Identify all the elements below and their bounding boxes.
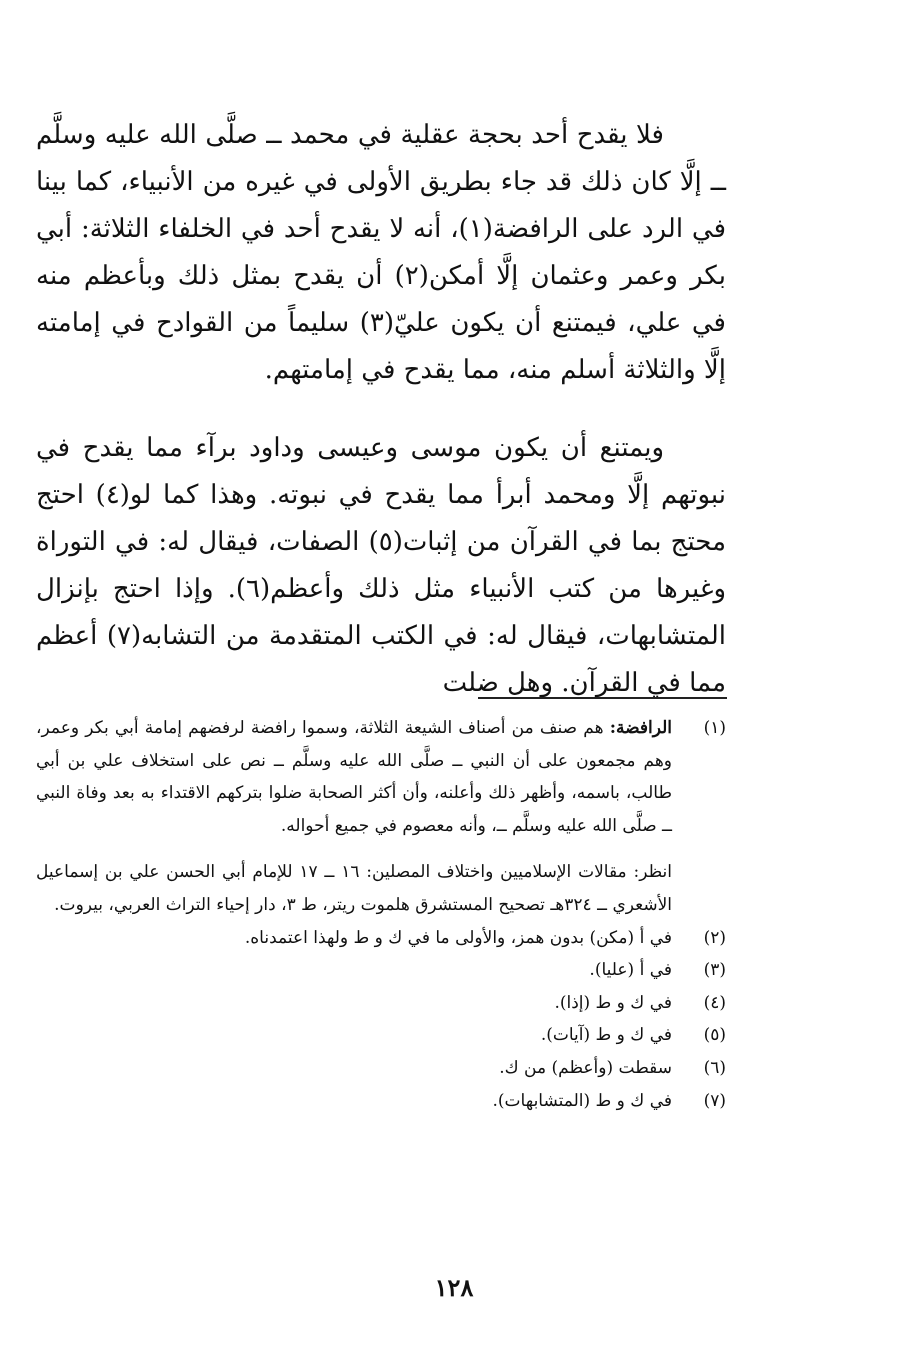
footnote-3	[36, 954, 726, 987]
body-paragraph-1-block	[36, 112, 726, 394]
body-paragraph-2-block	[36, 425, 726, 707]
footnote-number: (١)	[703, 718, 726, 738]
footnote-spacer	[36, 842, 726, 856]
footnote-number: (٢)	[703, 927, 726, 948]
footnote-4	[36, 987, 726, 1020]
footnote-text: في أ (مكن) بدون همز، والأولى ما في ك و ط ولهذا اعتمدناه.	[244, 927, 672, 948]
footnote-number: (٣)	[703, 960, 726, 981]
footnote-number: (٧)	[703, 1090, 726, 1111]
footnote-number: (٦)	[703, 1057, 726, 1078]
page-number: ١٢٨	[434, 1273, 474, 1302]
footnote-reference-text: انظر: مقالات الإسلاميين واختلاف المصلين: ١٦ ــ ١٧ للإمام أبي الحسن علي بن إسماعيل الأشعري ــ ٣٢٤هـ تصحيح المستشرق هلموت ريتر، ط ٣، دار إحياء التراث العربي، بيروت.	[36, 862, 672, 915]
footnote-6	[36, 1052, 726, 1085]
footnotes-block	[36, 712, 726, 1117]
footnote-separator	[478, 697, 727, 699]
footnote-1-reference	[36, 856, 726, 921]
footnote-1	[36, 712, 726, 842]
footnote-text: في أ (عليا).	[589, 960, 672, 981]
footnote-number: (٥)	[703, 1025, 726, 1046]
footnote-7	[36, 1085, 726, 1118]
footnote-2	[36, 922, 726, 955]
footnote-text: في ك و ط (المتشابهات).	[492, 1090, 672, 1111]
footnote-text: هم صنف من أصناف الشيعة الثلاثة، وسموا رافضة لرفضهم إمامة أبي بكر وعمر، وهم مجمعون على أن النبي ــ صلَّى الله عليه وسلَّم ــ نص على استخلاف علي بن أبي طالب، باسمه، وأظهر ذلك وأعلنه، وأن أكثر الصحابة ضلوا بتركهم الاقتداء به بعد وفاة النبي ــ صلَّى الله عليه وسلَّم ــ، وأنه معصوم في جميع أحواله.	[36, 718, 672, 836]
body-paragraph-2: ويمتنع أن يكون موسى وعيسى وداود برآء مما يقدح في نبوتهم إلَّا ومحمد أبرأ مما يقدح في نبوته. وهذا كما لو(٤) احتج محتج بما في القرآن من إثبات(٥) الصفات، فيقال له: في التوراة وغيرها من كتب الأنبياء مثل ذلك وأعظم(٦). وإذا احتج بإنزال المتشابهات، فيقال له: في الكتب المتقدمة من التشابه(٧) أعظم مما في القرآن. وهل ضلت	[36, 433, 727, 698]
footnote-text: سقطت (وأعظم) من ك.	[499, 1057, 672, 1078]
footnote-term: الرافضة:	[609, 718, 672, 738]
footnote-5	[36, 1019, 726, 1052]
footnote-text: في ك و ط (إذا).	[554, 992, 672, 1013]
body-paragraph-1: فلا يقدح أحد بحجة عقلية في محمد ــ صلَّى الله عليه وسلَّم ــ إلَّا كان ذلك قد جاء بطريق الأولى في غيره من الأنبياء، كما بينا في الرد على الرافضة(١)، أنه لا يقدح أحد في الخلفاء الثلاثة: أبي بكر وعمر وعثمان إلَّا أمكن(٢) أن يقدح بمثل ذلك وبأعظم منه في علي، فيمتنع أن يكون عليّ(٣) سليماً من القوادح في إمامته إلَّا والثلاثة أسلم منه، مما يقدح في إمامتهم.	[36, 120, 727, 385]
footnote-text: في ك و ط (آيات).	[540, 1025, 672, 1046]
footnote-number: (٤)	[703, 992, 726, 1013]
